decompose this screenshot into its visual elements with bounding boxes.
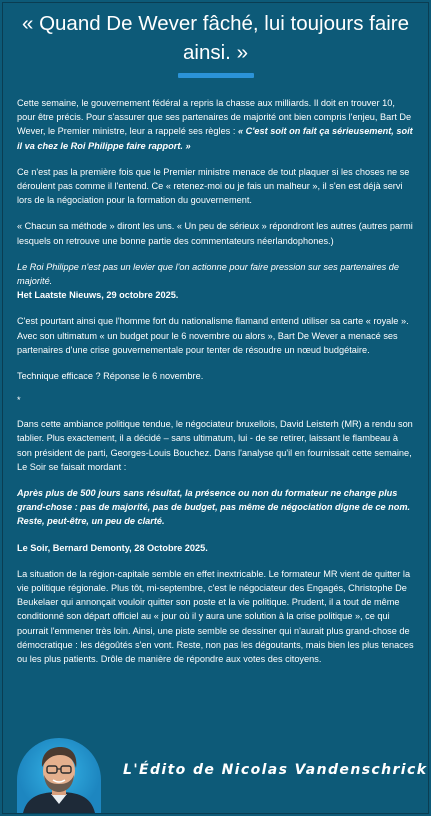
author-signature: L'Édito de Nicolas Vandenschrick bbox=[123, 762, 428, 778]
quote-text-1: Le Roi Philippe n'est pas un levier que l'on actionne pour faire pression sur ses partenaires de majorité. bbox=[17, 261, 399, 287]
quote-source-1: Het Laatste Nieuws, 29 octobre 2025. bbox=[17, 290, 179, 301]
paragraph-intro-text: Cette semaine, le gouvernement fédéral a repris la chasse aux milliards. Il doit en trouver 10, pour être précis. Pour s'assurer que ses partenaires de majorité ont bien compris l'enjeu, Bart De Wever, le Premier ministre, leur a rappelé ses règles : bbox=[17, 98, 412, 137]
article-body bbox=[17, 96, 414, 666]
author-portrait-icon bbox=[17, 738, 101, 813]
editorial-panel bbox=[2, 2, 429, 814]
quote-source-2: Le Soir, Bernard Demonty, 28 Octobre 2025. bbox=[17, 542, 208, 553]
paragraph-threat: Ce n'est pas la première fois que le Premier ministre menace de tout plaquer si les choses ne se déroulent pas comme il l'entend. Ce « retenez-moi ou je fais un malheur », il s'en est déjà servi lors de la négociation pour la formation du gouvernement. bbox=[17, 166, 410, 206]
avatar bbox=[17, 738, 101, 813]
page-title: « Quand De Wever fâché, lui toujours faire ainsi. » bbox=[21, 12, 410, 64]
author-footer bbox=[3, 738, 428, 813]
paragraph-intro-quote: « C'est soit on fait ça sérieusement, soit il va chez le Roi Philippe faire rapport. » bbox=[17, 126, 413, 151]
paragraph-methods: « Chacun sa méthode » diront les uns. « Un peu de sérieux » répondront les autres (autres parmi lesquels on retrouve une bonne partie des commentateurs néerlandophones.) bbox=[17, 221, 413, 246]
paragraph-question: Technique efficace ? Réponse le 6 novembre. bbox=[17, 371, 204, 382]
quote-text-2: Après plus de 500 jours sans résultat, la présence ou non du formateur ne change plus grand-chose : pas de majorité, pas de budget, pas même de négociation digne de ce nom. Reste, peut-être, un peu de clarté. bbox=[17, 488, 411, 527]
section-separator: * bbox=[17, 395, 21, 406]
paragraph-region: La situation de la région-capitale semble en effet inextricable. Le formateur MR vient de quitter la vie politique régionale. Plus tôt, mi-septembre, c'est le négociateur des Engagés, Christophe De Beukelaer qui annonçait vouloir quitter son poste et la vie politique. Prudent, il a tout de même conditionné son départ officiel au « jour où il y aura une solution à la crise politique », ce qui pourrait l'emmener très loin. Ainsi, une piste semble se dessiner qui n'aurait plus grand-chose de démocratique : les dégoûtés s'en vont. Reste, non pas les dégoutants, mais bien les plus tenaces ou les plus patients. Drôle de manière de répondre aux votes des citoyens. bbox=[17, 568, 414, 665]
paragraph-brussels: Dans cette ambiance politique tendue, le négociateur bruxellois, David Leisterh (MR) a rendu son tablier. Plus exactement, il a décidé – sans ultimatum, lui - de se retirer, laissant le flambeau à son président de parti, Georges-Louis Bouchez. Dans l'analyse qu'il en fournissait cette semaine, Le Soir se faisait mordant : bbox=[17, 419, 413, 472]
paragraph-royal-card: C'est pourtant ainsi que l'homme fort du nationalisme flamand entend utiliser sa carte « royale ». Avec son ultimatum « un budget pour le 6 novembre ou alors », Bart De Wever a menacé ses partenaires d'une crise gouvernementale pour tenter de résoudre un nœud budgétaire. bbox=[17, 316, 409, 355]
quote-block-1 bbox=[17, 260, 414, 303]
paragraph-intro bbox=[17, 96, 414, 153]
title-underline bbox=[178, 73, 254, 78]
